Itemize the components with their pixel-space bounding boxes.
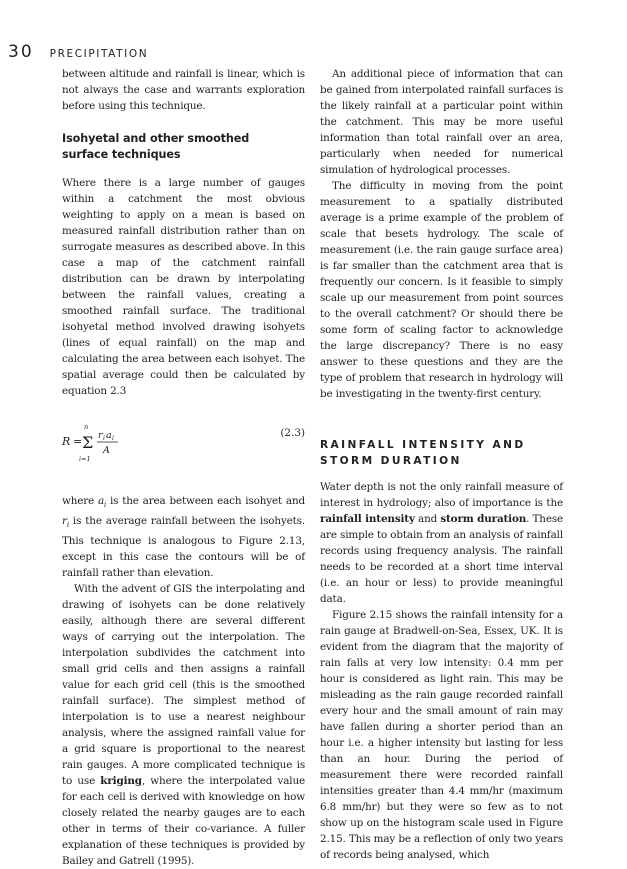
chapter-title: PRECIPITATION <box>49 48 149 60</box>
term-rainfall-intensity: rainfall intensity <box>320 513 415 525</box>
eq-lower-limit: i=1 <box>79 455 91 463</box>
text-run: where <box>62 495 98 507</box>
term-kriging: kriging <box>100 775 142 788</box>
equation-2-3 <box>62 419 305 475</box>
right-column <box>320 66 563 863</box>
eq-denominator: A <box>103 445 110 456</box>
eq-num-r: r <box>98 430 103 441</box>
eq-num-r-sub: i <box>103 435 105 442</box>
var-a-sub: i <box>104 501 107 510</box>
running-head <box>8 42 148 60</box>
var-a: a <box>97 495 105 507</box>
text-run: With the advent of GIS the interpolating and drawing of isohyets can be done relatively easily, although there are several different ways of carrying out the interpolation. The interpolation subdivides the catchment into small grid cells and then assigns a rainfall value for each grid cell (this is the smoothed rainfall surface). The simplest method of interpolation is to use a nearest neighbour analysis, where the assigned rainfall value for a grid square is proportional to the nearest rain gauges. A more complicated technique is to use <box>62 583 305 788</box>
text-run: , where the interpolated value for each cell is derived with knowledge on how closely related the nearby gauges are to each other in terms of their co-variance. A fuller explanation of these techniques is provided by Bailey and Gatrell (1995). <box>62 775 305 868</box>
equation-formula <box>62 419 182 475</box>
paragraph-gis <box>62 581 305 869</box>
eq-sigma: Σ <box>82 433 94 452</box>
paragraph-isohyetal-method: Where there is a large number of gauges within a catchment the most obvious weighting to apply on a mean is based on measured rainfall distribution rather than on surrogate measures as described above. In this case a map of the catchment rainfall distribution can be drawn by interpolating between the rainfall values, creating a smoothed rainfall surface. The traditional isohyetal method involved drawing isohyets (lines of equal rainfall) on the map and calculating the area between each isohyet. The spatial average could then be calculated by equation 2.3 <box>62 177 305 397</box>
var-r: r <box>62 515 67 528</box>
eq-upper-limit: n <box>84 423 89 431</box>
text-run: . These are simple to obtain from an analysis of rainfall records using frequency analysis. The rainfall needs to be recorded at a short time interval (i.e. an hour or less) to provide meaningful data. <box>320 513 564 605</box>
isohyetal-heading: Isohyetal and other smoothed surface techniques <box>62 132 250 161</box>
var-r-sub: i <box>66 521 69 530</box>
eq-equals: = <box>73 435 83 448</box>
paragraph-interpolated-surfaces: An additional piece of information that can be gained from interpolated rainfall surfaces is the likely rainfall at a particular point within the catchment. This may be more useful information than total rainfall over an area, particularly when needed for numerical simulation of hydrological processes. <box>320 68 563 176</box>
text-run: is the average rainfall between the isohyets. This technique is analogous to Figure 2.13, except in this case the contours will be of rainfall rather than elevation. <box>62 515 305 580</box>
paragraph-water-depth <box>320 479 563 607</box>
left-column <box>62 66 305 869</box>
text-run: is the area between each isohyet and <box>106 495 305 507</box>
text-run: Water depth is not the only rainfall measure of interest in hydrology; also of importance is the <box>320 481 563 509</box>
equation-number: (2.3) <box>280 427 305 439</box>
eq-num-a-sub: i <box>112 435 114 442</box>
paragraph-continued: between altitude and rainfall is linear, which is not always the case and warrants exploration before using this technique. <box>62 68 305 112</box>
page-number: 30 <box>8 42 34 62</box>
eq-num-a: a <box>106 430 112 441</box>
text-run: and <box>414 513 441 525</box>
paragraph-where <box>62 493 305 581</box>
section-heading-rainfall-intensity: RAINFALL INTENSITY AND STORM DURATION <box>320 439 526 467</box>
paragraph-scale-problem: The difficulty in moving from the point measurement to a spatially distributed average is a prime example of the problem of scale that besets hydrology. The scale of measurement (i.e. the rain gauge surface area) is far smaller than the catchment area that is frequently our concern. Is it feasible to simply scale up our measurement from point sources to the overall catchment? Or should there be some form of scaling factor to acknowledge the large discrepancy? There is no easy answer to these questions and they are the type of problem that research in hydrology will be investigating in the twenty-first century. <box>320 180 563 400</box>
eq-lhs: R <box>62 435 71 448</box>
paragraph-figure-2-15: Figure 2.15 shows the rainfall intensity for a rain gauge at Bradwell-on-Sea, Essex, UK. It is evident from the diagram that the majority of rain falls at very low intensity: 0.4 mm per hour is considered as light rain. This may be misleading as the rain gauge recorded rainfall every hour and the small amount of rain may have fallen during a shorter period than an hour i.e. a higher intensity but lasting for less than an hour. During the period of measurement there were recorded rainfall intensities greater than 4.4 mm/hr (maximum 6.8 mm/hr) but they were so few as to not show up on the histogram scale used in Figure 2.15. This may be a reflection of only two years of records being analysed, which <box>320 609 563 861</box>
term-storm-duration: storm duration <box>440 513 527 525</box>
